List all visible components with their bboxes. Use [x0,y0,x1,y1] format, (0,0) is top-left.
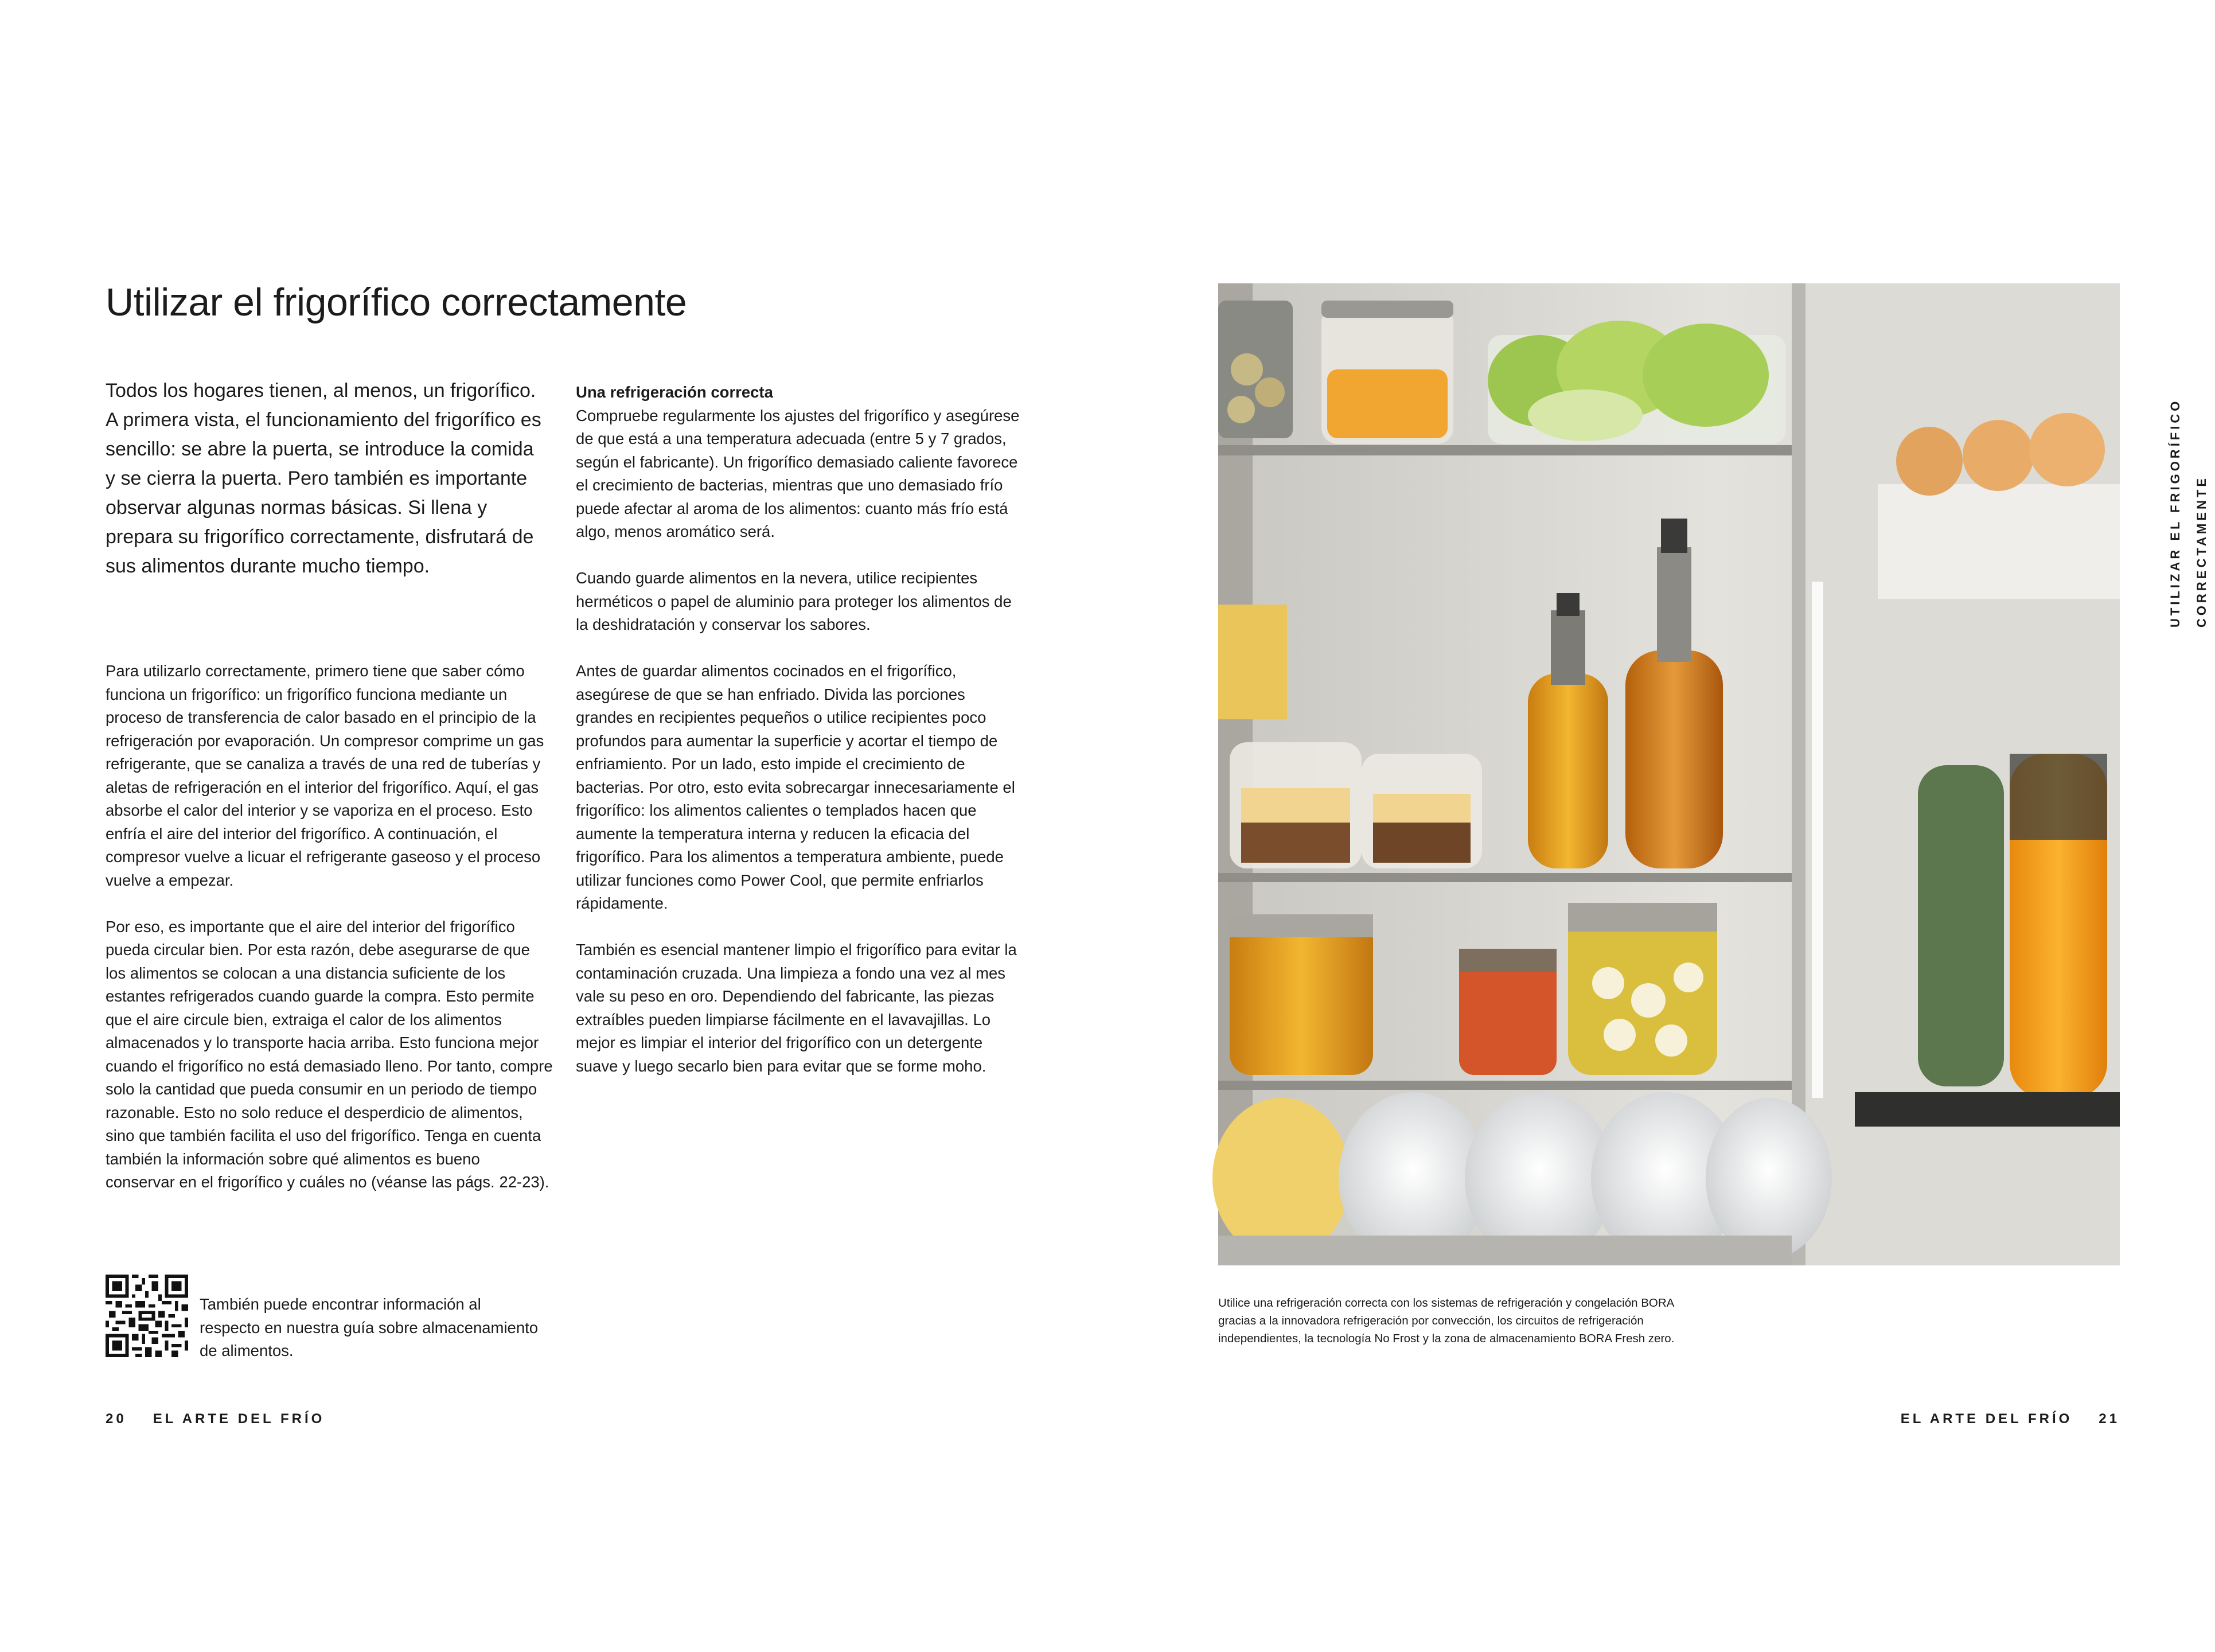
right-paragraph: Cuando guarde alimentos en la nevera, utilice recipientes herméticos o papel de aluminio para proteger los alimentos de la deshidratación y conservar los sabores. [576,569,1012,633]
right-column [576,381,1023,1101]
qr-code-icon[interactable] [106,1275,188,1357]
left-paragraph: Para utilizarlo correctamente, primero tiene que saber cómo funciona un frigorífico: un frigorífico funciona mediante un proceso de transferencia de calor basado en el principio de la refrigeración por evaporación. Un compresor comprime un gas refrigerante, que se canaliza a través de una red de tuberías y aletas de refrigeración en el interior del frigorífico. Aquí, el gas absorbe el calor del interior y se vaporiza en el proceso. Esto enfría el aire del interior del frigorífico. A continuación, el compresor vuelve a licuar el refrigerante gaseoso y el proceso vuelve a empezar. [106,662,544,889]
right-paragraph: Antes de guardar alimentos cocinados en el frigorífico, asegúrese de que se han enfriado. Divida las porciones grandes en recipientes pequeños o utilice recipientes poco profundos para aumentar la superficie y acortar el tiempo de enfriamiento. Por un lado, esto impide el crecimiento de bacterias. Por otro, esto evita sobrecargar innecesariamente el frigorífico: los alimentos calientes o templados hacen que aumente la temperatura interna y reducen la eficacia del frigorífico. Para los alimentos a temperatura ambiente, puede utilizar funciones como Power Cool, que permite enfriarlos rápidamente. [576,662,1015,912]
page-title: Utilizar el frigorífico correctamente [106,280,687,324]
side-section-label: UTILIZAR EL FRIGORÍFICO CORRECTAMENTE [2168,398,2209,628]
qr-code-note: También puede encontrar información al respecto en nuestra guía sobre almacenamiento de alimentos. [200,1295,539,1359]
right-paragraph: Compruebe regularmente los ajustes del frigorífico y asegúrese de que está a una temperatura adecuada (entre 5 y 7 grados, según el fabricante). Un frigorífico demasiado caliente favorece el crecimiento de bacterias, mientras que uno demasiado frío puede afectar al aroma de los alimentos: cuanto más frío está algo, menos aromático será. [576,406,1020,540]
footer-left [106,1411,325,1427]
footer-right [1901,1411,2120,1427]
right-paragraph: También es esencial mantener limpio el frigorífico para evitar la contaminación cruzada. Una limpieza a fondo una vez al mes vale su peso en oro. Dependiendo del fabricante, las piezas extraíbles pueden limpiarse fácilmente en el lavavajillas. Lo mejor es limpiar el interior del frigorífico con un detergente suave y luego secarlo bien para evitar que se forme moho. [576,941,1017,1075]
left-column [106,660,553,1217]
left-paragraph: Por eso, es importante que el aire del interior del frigorífico pueda circular bien. Por esta razón, debe asegurarse de que los alimentos se colocan a una distancia suficiente de los estantes refrigerados cuando guarde la compra. Esto permite que el aire circule bien, extraiga el calor de los alimentos almacenados y lo transporte hacia arriba. Esto funciona mejor cuando el frigorífico no está demasiado lleno. Por tanto, compre solo la cantidad que pueda consumir en un periodo de tiempo razonable. Esto no solo reduce el desperdicio de alimentos, sino que también facilita el uso del frigorífico. Tenga en cuenta también la información sobre qué alimentos es bueno conservar en el frigorífico y cuáles no (véanse las págs. 22-23). [106,917,553,1191]
section-subheading: Una refrigeración correcta [576,383,773,401]
page-number-right: 21 [2099,1411,2120,1427]
fridge-interior-photo [1218,283,2120,1265]
intro-paragraph: Todos los hogares tienen, al menos, un frigorífico. A primera vista, el funcionamiento del frigorífico es sencillo: se abre la puerta, se introduce la comida y se cierra la puerta. Pero también es importante observar algunas normas básicas. Si llena y prepara su frigorífico correctamente, disfrutará de sus alimentos durante mucho tiempo. [106,380,541,577]
footer-label-left: EL ARTE DEL FRÍO [153,1411,325,1427]
page-number-left: 20 [106,1411,127,1427]
footer-label-right: EL ARTE DEL FRÍO [1900,1411,2073,1427]
photo-caption: Utilice una refrigeración correcta con los sistemas de refrigeración y congelación BORA gracias a la innovadora refrigeración por convección, los circuitos de refrigeración independientes, la tecnología No Frost y la zona de almacenamiento BORA Fresh zero. [1218,1296,1675,1345]
